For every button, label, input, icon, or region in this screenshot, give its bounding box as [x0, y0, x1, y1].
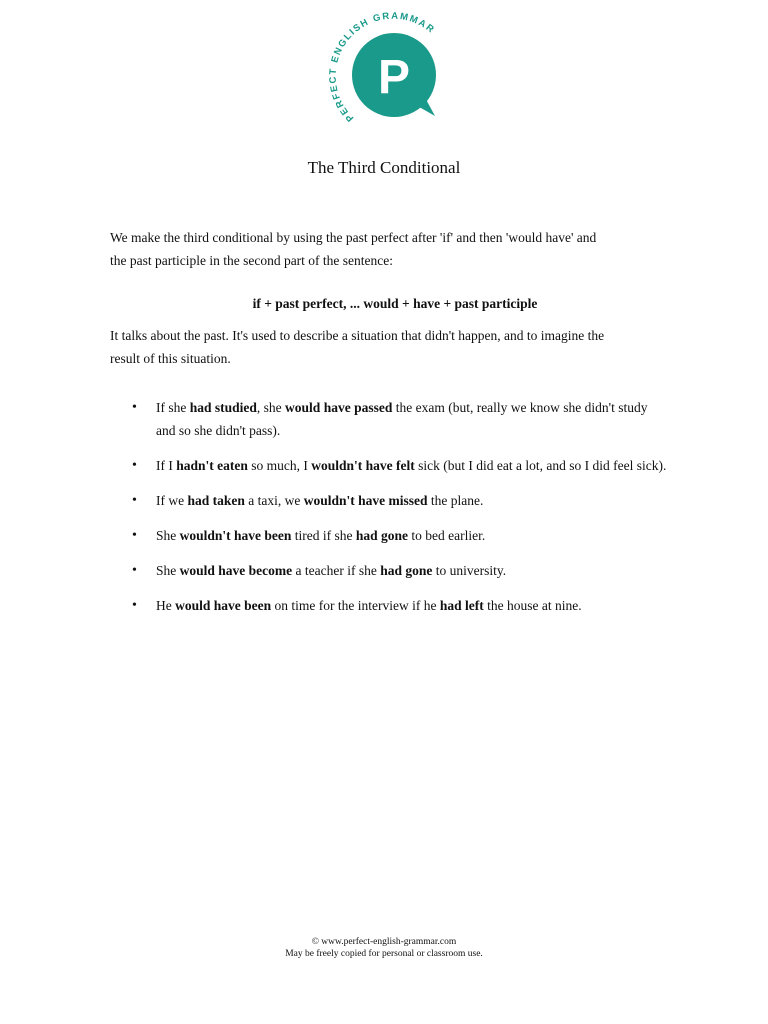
example-item: [110, 489, 670, 512]
example-text: If we: [156, 493, 188, 508]
intro-line-1: We make the third conditional by using the past perfect after 'if' and then 'would have' and: [110, 230, 597, 245]
logo-letter: P: [377, 51, 411, 104]
example-text: on time for the interview if he: [271, 598, 440, 613]
example-text: a taxi, we: [244, 493, 304, 508]
example-bold-text: had studied: [189, 400, 257, 415]
example-item: [110, 594, 670, 617]
description-paragraph: [110, 324, 650, 370]
example-bold-text: had gone: [380, 563, 433, 578]
example-text: tired if she: [291, 528, 356, 543]
example-bold-text: had left: [439, 598, 484, 613]
page-title: The Third Conditional: [307, 158, 461, 177]
example-text: She: [156, 528, 180, 543]
example-item: [110, 454, 670, 477]
example-text: the house at nine.: [483, 598, 582, 613]
example-item: [110, 524, 670, 547]
description-line-2: result of this situation.: [110, 351, 231, 366]
example-bold-text: had gone: [355, 528, 409, 543]
example-text: She: [156, 563, 180, 578]
example-bold-text: would have passed: [285, 400, 393, 415]
example-bold-text: would have become: [179, 563, 293, 578]
brand-logo: [324, 12, 444, 122]
example-text: a teacher if she: [292, 563, 381, 578]
example-text: the exam (but, really we know she didn't study and so she didn't pass).: [156, 400, 648, 438]
example-bold-text: would have been: [175, 598, 272, 613]
example-bold-text: had taken: [187, 493, 245, 508]
example-text: If I: [156, 458, 177, 473]
example-item: [110, 559, 670, 582]
examples-list: [110, 396, 670, 629]
example-text: If she: [156, 400, 190, 415]
description-line-1: It talks about the past. It's used to describe a situation that didn't happen, and to imagine the: [110, 328, 605, 343]
example-text: He: [156, 598, 176, 613]
example-text: to bed earlier.: [408, 528, 486, 543]
example-bold-text: wouldn't have been: [179, 528, 292, 543]
example-bold-text: hadn't eaten: [176, 458, 248, 473]
footer-license: May be freely copied for personal or classroom use.: [285, 949, 483, 959]
example-text: the plane.: [427, 493, 484, 508]
example-item: [110, 396, 670, 442]
example-bold-text: wouldn't have felt: [311, 458, 415, 473]
formula: if + past perfect, ... would + have + past participle: [252, 296, 538, 311]
example-text: so much, I: [247, 458, 312, 473]
intro-line-2: the past participle in the second part of the sentence:: [110, 253, 394, 268]
footer: [0, 936, 768, 960]
example-text: sick (but I did eat a lot, and so I did feel sick).: [414, 458, 667, 473]
example-text: to university.: [432, 563, 507, 578]
logo-brand-name: PERFECT ENGLISH GRAMMAR: [327, 12, 437, 122]
example-text: , she: [256, 400, 286, 415]
intro-paragraph: [110, 226, 650, 272]
example-bold-text: wouldn't have missed: [303, 493, 428, 508]
footer-copyright: © www.perfect-english-grammar.com: [311, 937, 457, 947]
